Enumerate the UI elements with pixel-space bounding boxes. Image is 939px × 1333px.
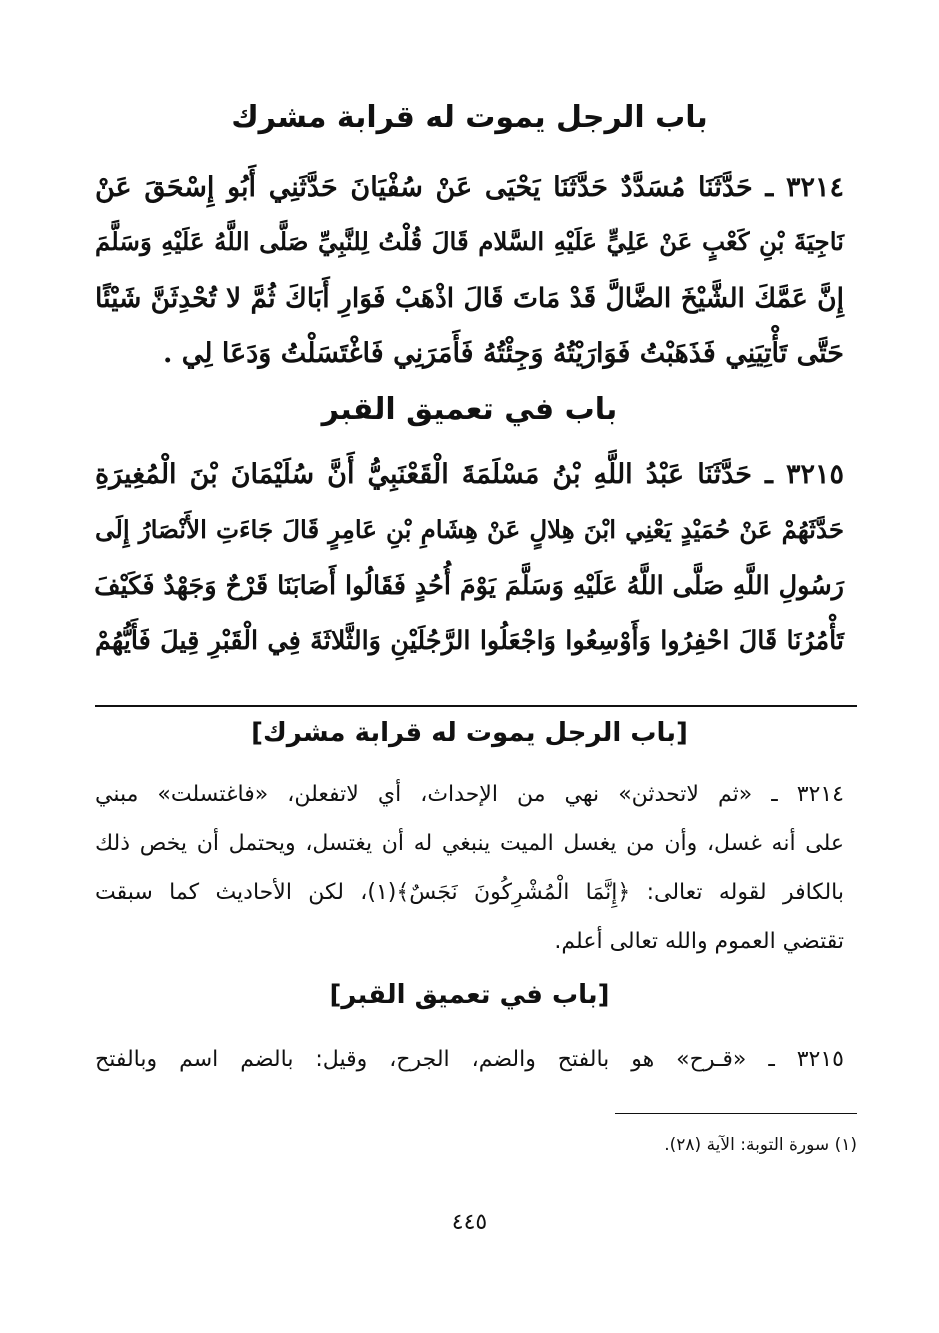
commentary-heading-1: [باب الرجل يموت له قرابة مشرك] <box>251 718 688 748</box>
commentary-3214-line-2: على أنه غسل، وأن من يغسل الميت ينبغي له أن يغتسل، ويحتمل أن يخص ذلك <box>95 831 844 856</box>
hadith-3215-line-4: تَأْمُرُنَا قَالَ احْفِرُوا وَأَوْسِعُوا وَاجْعَلُوا الرَّجُلَيْنِ وَالثَّلاثَةَ فِي الْقَبْرِ قِيلَ فَأَيُّهُمْ <box>95 626 844 656</box>
hadith-3214-line-3: إِنَّ عَمَّكَ الشَّيْخَ الضَّالَّ قَدْ مَاتَ قَالَ اذْهَبْ فَوَارِ أَبَاكَ ثُمَّ لا تُحْدِثَنَّ شَيْئًا <box>95 283 844 314</box>
section-divider <box>95 705 857 707</box>
chapter-heading-2: باب في تعميق القبر <box>321 392 618 427</box>
commentary-3214-line-4: تقتضي العموم والله تعالى أعلم. <box>554 929 844 954</box>
commentary-3215-line-1: ٣٢١٥ ـ «قـرح» هو بالفتح والضم، الجرح، وقيل: بالضم اسم وبالفتح <box>95 1047 844 1072</box>
hadith-3214-line-4: حَتَّى تَأْتِيَنِي فَذَهَبْتُ فَوَارَيْتُهُ وَجِئْتُهُ فَأَمَرَنِي فَاغْتَسَلْتُ وَدَعَا لِي . <box>163 338 844 369</box>
hadith-3214-line-1: ٣٢١٤ ـ حَدَّثَنَا مُسَدَّدٌ حَدَّثَنَا يَحْيَى عَنْ سُفْيَانَ حَدَّثَنِي أَبُو إِسْحَقَ عَنْ <box>95 172 844 203</box>
footnote: (١) سورة التوبة: الآية (٢٨). <box>664 1135 857 1155</box>
chapter-heading-1: باب الرجل يموت له قرابة مشرك <box>231 100 708 135</box>
commentary-3214-line-1: ٣٢١٤ ـ «ثم لاتحدثن» نهي من الإحداث، أي لاتفعلن، «فاغتسلت» مبني <box>95 782 844 807</box>
commentary-heading-2: [باب في تعميق القبر] <box>329 980 610 1010</box>
footnote-divider <box>615 1113 857 1114</box>
hadith-3215-line-3: رَسُولِ اللَّهِ صَلَّى اللَّهُ عَلَيْهِ وَسَلَّمَ يَوْمَ أُحُدٍ فَقَالُوا أَصَابَنَا قَرْحٌ وَجَهْدٌ فَكَيْفَ <box>94 571 844 601</box>
hadith-3214-line-2: نَاجِيَةَ بْنِ كَعْبٍ عَنْ عَلِيٍّ عَلَيْهِ السَّلام قَالَ قُلْتُ لِلنَّبِيِّ صَلَّى اللَّهُ عَلَيْهِ وَسَلَّمَ <box>95 227 844 256</box>
hadith-3215-line-1: ٣٢١٥ ـ حَدَّثَنَا عَبْدُ اللَّهِ بْنُ مَسْلَمَةَ الْقَعْنَبِيُّ أَنَّ سُلَيْمَانَ بْنَ الْمُغِيرَةِ <box>95 459 844 490</box>
hadith-3215-line-2: حَدَّثَهُمْ عَنْ حُمَيْدٍ يَعْنِي ابْنَ هِلالٍ عَنْ هِشَامِ بْنِ عَامِرٍ قَالَ جَاءَتِ الأَنْصَارُ إِلَى <box>95 515 844 544</box>
commentary-3214-line-3: بالكافر لقوله تعالى: ﴿إِنَّمَا الْمُشْرِكُونَ نَجَسٌ﴾(١)، لكن الأحاديث كما سبقت <box>95 880 844 905</box>
page-number: ٤٤٥ <box>451 1210 488 1235</box>
